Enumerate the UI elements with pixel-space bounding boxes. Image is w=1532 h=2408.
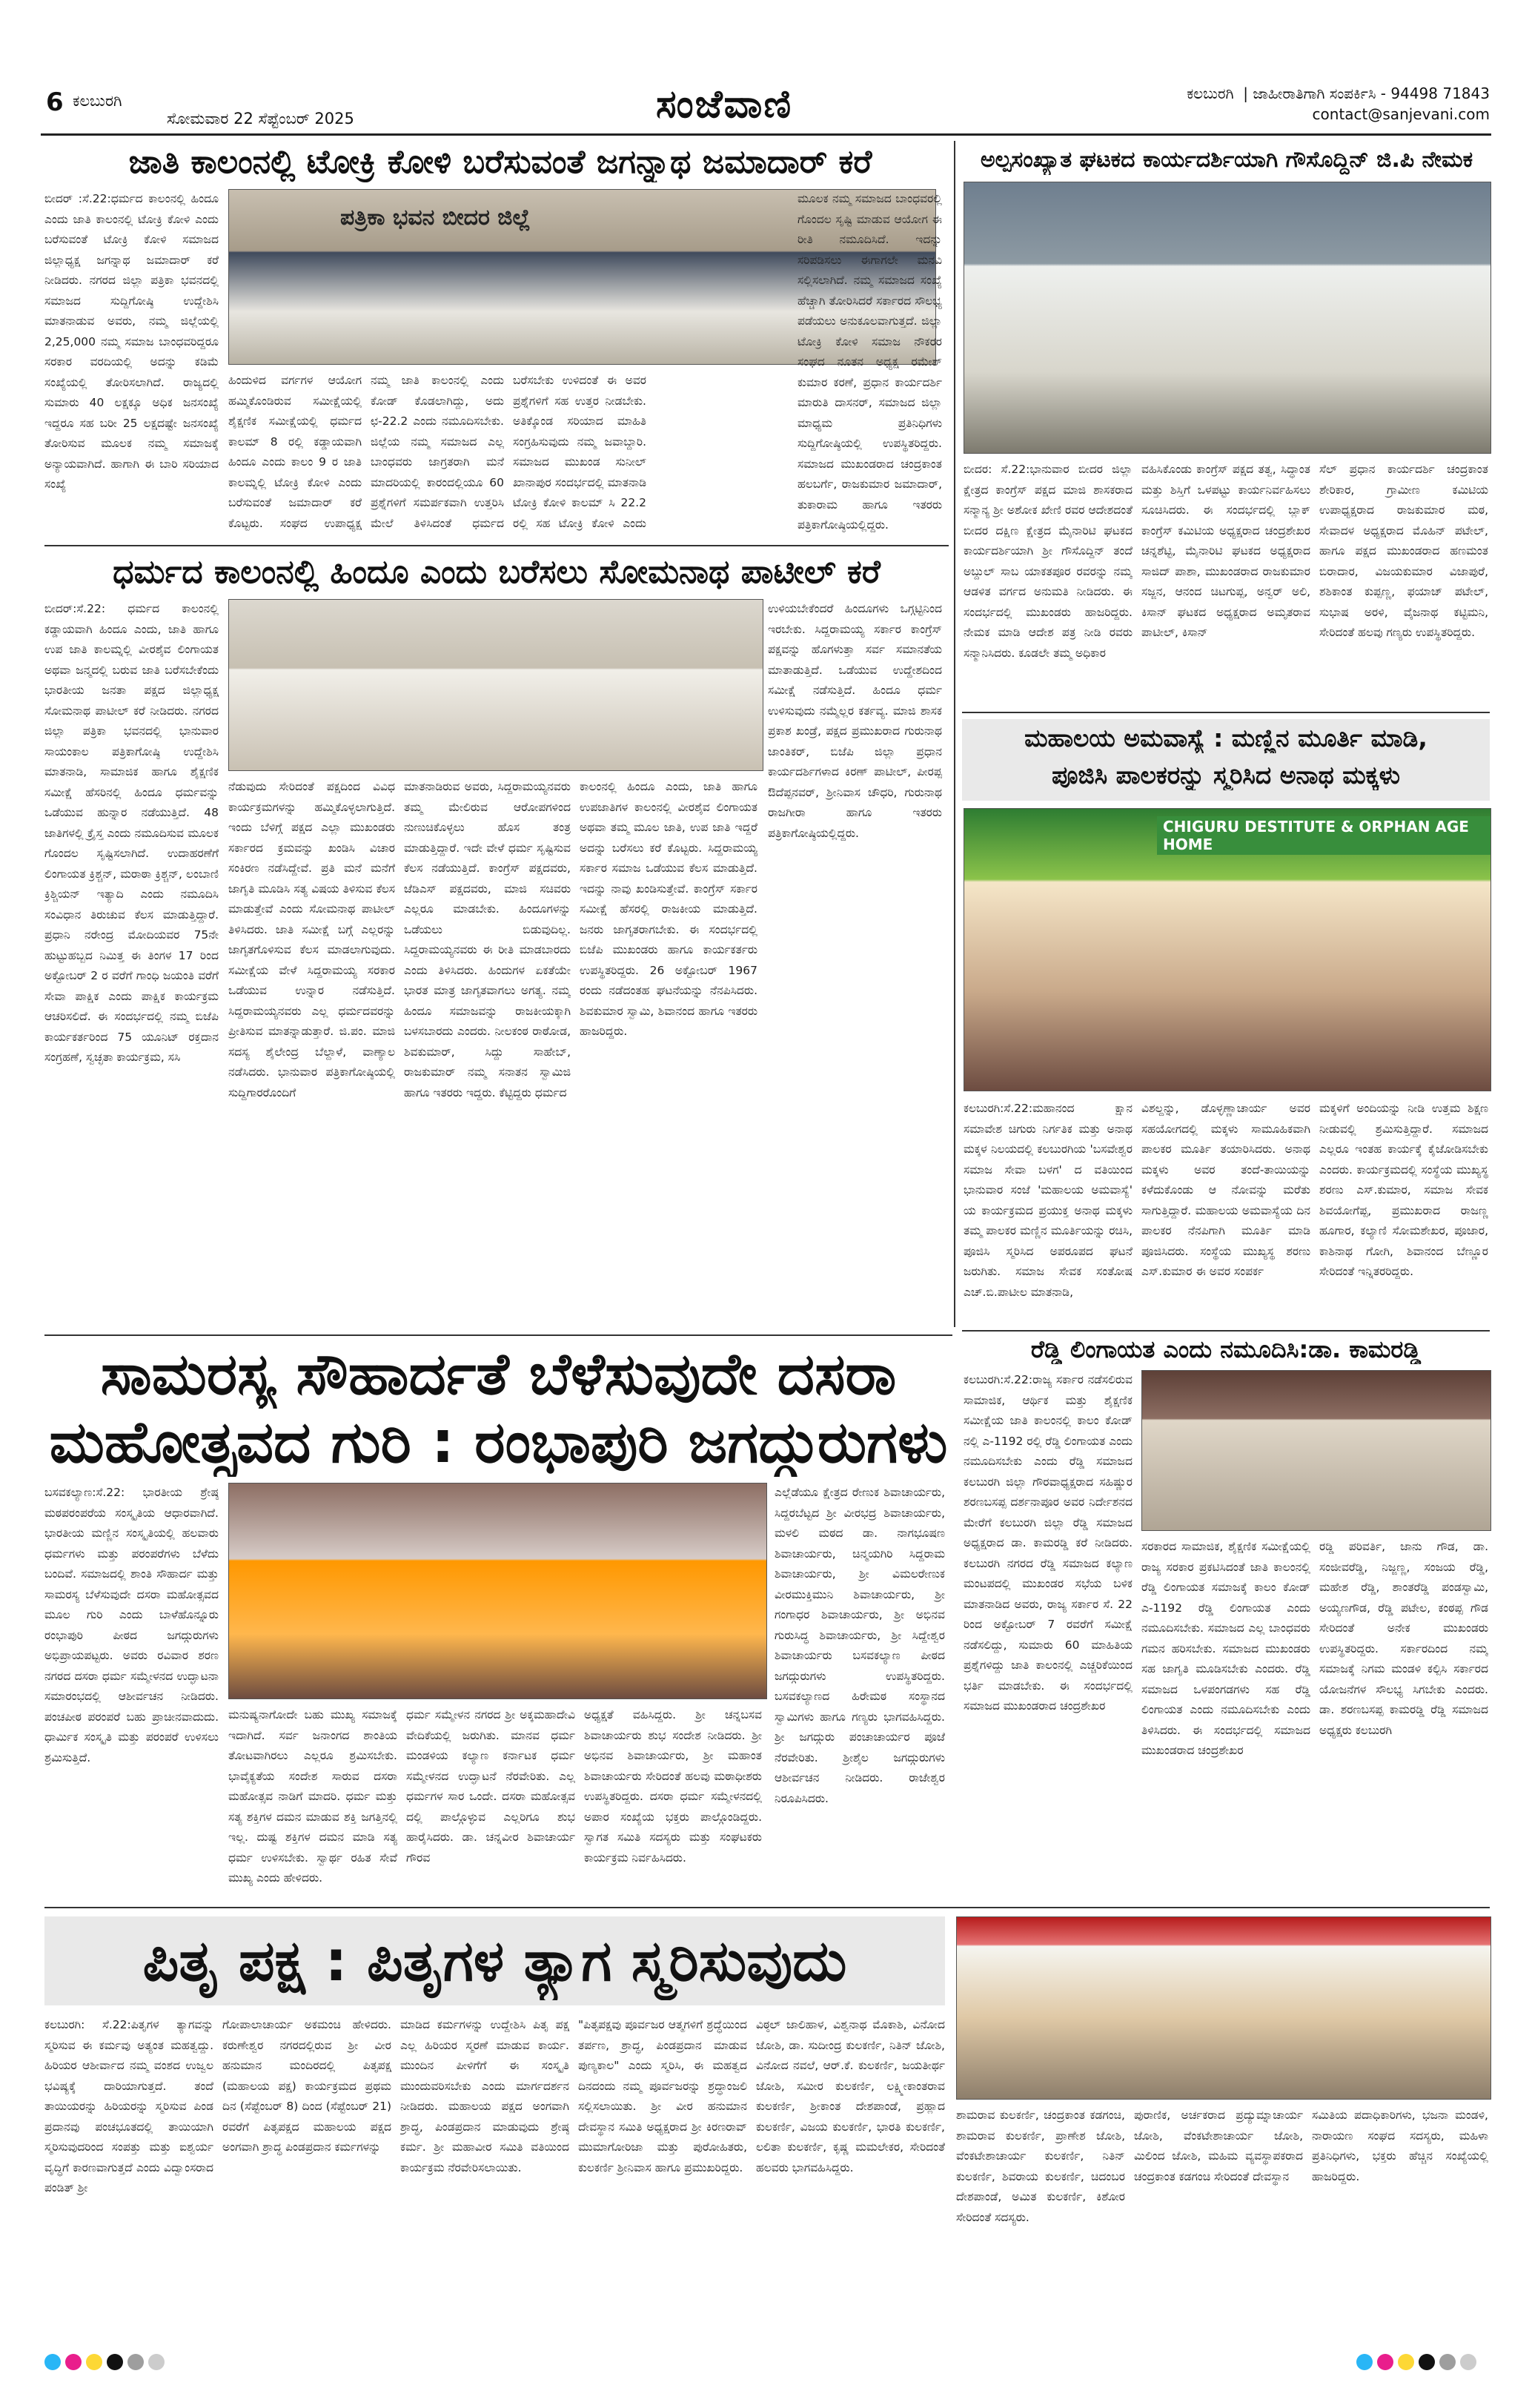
mahalaya-col-2: ವಿಶಲ್ದನ್ನು, ಡೊಳ್ಳಣ್ಣಾಚಾರ್ಯ ಅವರ ಸಹಯೋಗದಲ್ಲಿ ಮಕ್ಕಳು ಸಾಮೂಹಿಕವಾಗಿ ಪಾಲಕರ ಮೂರ್ತಿ ತಯಾರಿಸಿದರು. ಅನಾಥ ಮಕ್ಕಳು ಅವರ ತಂದೆ-ತಾಯಿಯನ್ನು ಕಳೆದುಕೊಂಡು ಆ ನೋವನ್ನು ಮರೆತು ಸಾಗುತ್ತಿದ್ದಾರೆ. ಮಹಾಲಯ ಅಮವಾಸ್ಯೆಯ ದಿನ ಪಾಲಕರ ನೆನಪಿಗಾಗಿ ಮೂರ್ತಿ ಮಾಡಿ ಪೂಜಿಸಿದರು. ಸಂಸ್ಥೆಯ ಮುಖ್ಯಸ್ಥ ಶರಣು ಎಸ್.ಕುಮಾರ ಈ ಅವರ ಸಂಪರ್ಕ [1141, 1102, 1310, 1278]
samarasya-col-1: ಬಸವಕಲ್ಯಾಣ:ಸೆ.22: ಭಾರತೀಯ ಶ್ರೇಷ್ಠ ಮಠಪರಂಪರೆಯ ಸಂಸ್ಕೃತಿಯ ಆಧಾರವಾಗಿದೆ. ಭಾರತೀಯ ಮಣ್ಣಿನ ಸಂಸ್ಕೃತಿಯಲ್ಲಿ ಹಲವಾರು ಧರ್ಮಗಳು ಮತ್ತು ಪರಂಪರೆಗಳು ಬೆಳೆದು ಬಂದಿವೆ. ಸಮಾಜದಲ್ಲಿ ಶಾಂತಿ ಸೌಹಾರ್ದ ಮತ್ತು ಸಾಮರಸ್ಯ ಬೆಳೆಸುವುದೇ ದಸರಾ ಮಹೋತ್ಸವದ ಮೂಲ ಗುರಿ ಎಂದು ಬಾಳೆಹೊನ್ನೂರು ರಂಭಾಪುರಿ ಪೀಠದ ಜಗದ್ಗುರುಗಳು ಅಭಿಪ್ರಾಯಪಟ್ಟರು. ಅವರು ರವಿವಾರ ಶರಣ ನಗರದ ದಸರಾ ಧರ್ಮ ಸಮ್ಮೇಳನದ ಉದ್ಘಾಟನಾ ಸಮಾರಂಭದಲ್ಲಿ ಆಶೀರ್ವಚನ ನೀಡಿದರು. ಪಂಚಪೀಠ ಪರಂಪರೆ ಬಹು ಪ್ರಾಚೀನವಾದುದು. ಧಾರ್ಮಿಕ ಸಂಸ್ಕೃತಿ ಮತ್ತು ಪರಂಪರೆ ಉಳಿಸಲು ಶ್ರಮಿಸುತ್ತಿದೆ. [44, 1486, 219, 1764]
registration-marks-left [44, 2354, 165, 2370]
reddy-col-1: ಕಲಬುರಗಿ:ಸೆ.22:ರಾಜ್ಯ ಸರ್ಕಾರ ನಡೆಸಲಿರುವ ಸಾಮಾಜಿಕ, ಆರ್ಥಿಕ ಮತ್ತು ಶೈಕ್ಷಣಿಕ ಸಮೀಕ್ಷೆಯ ಜಾತಿ ಕಾಲಂನಲ್ಲಿ ಕಾಲಂ ಕೋಡ್ ನಲ್ಲಿ ಎ-1192 ರಲ್ಲಿ ರೆಡ್ಡಿ ಲಿಂಗಾಯತ ಎಂದು ನಮೂದಿಸಬೇಕು ಎಂದು ರೆಡ್ಡಿ ಸಮಾಜದ ಕಲಬುರಗಿ ಜಿಲ್ಲಾ ಗೌರವಾಧ್ಯಕ್ಷರಾದ ಸಹಿಷ್ಣುರ ಶರಣಬಸಪ್ಪ ದರ್ಶನಾಪೂರ ಅವರ ನಿರ್ದೇಶನದ ಮೇರೆಗೆ ಕಲಬುರಗಿ ಜಿಲ್ಲಾ ರೆಡ್ಡಿ ಸಮಾಜದ ಅಧ್ಯಕ್ಷರಾದ ಡಾ. ಕಾಮರಡ್ಡಿ ಕರೆ ನೀಡಿದರು. ಕಲಬುರಗಿ ನಗರದ ರೆಡ್ಡಿ ಸಮಾಜದ ಕಲ್ಯಾಣ ಮಂಟಪದಲ್ಲಿ ಮುಖಂಡರ ಸಭೆಯ ಬಳಿಕ ಮಾತನಾಡಿದ ಅವರು, ರಾಜ್ಯ ಸರ್ಕಾರ ಸೆ. 22 ರಿಂದ ಅಕ್ಟೋಬರ್ 7 ರವರೆಗೆ ಸಮೀಕ್ಷೆ ನಡೆಸಲಿದ್ದು, ಸುಮಾರು 60 ಮಾಹಿತಿಯ ಪ್ರಶ್ನೆಗಳಿದ್ದು ಜಾತಿ ಕಾಲಂನಲ್ಲಿ ಎಚ್ಚರಿಕೆಯಿಂದ ಭರ್ತಿ ಮಾಡಬೇಕು. ಈ ಸಂದರ್ಭದಲ್ಲಿ ಸಮಾಜದ ಮುಖಂಡರಾದ ಚಂದ್ರಶೇಖರ [964, 1373, 1133, 1713]
logo-text: ಸಂಜೆವಾಣಿ [656, 82, 793, 127]
reg-dot [1377, 2354, 1393, 2370]
reg-dot [127, 2354, 144, 2370]
newspaper-logo [656, 82, 792, 128]
jati-col-2: ಹಿಂದುಳಿದ ವರ್ಗಗಳ ಆಯೋಗ ಹಮ್ಮಿಕೊಂಡಿರುವ ಸಮೀಕ್ಷೆಯಲ್ಲಿ ಶೈಕ್ಷಣಿಕ ಸಮೀಕ್ಷೆಯಲ್ಲಿ ಧರ್ಮದ ಕಾಲಮ್ 8 ರಲ್ಲಿ ಕಡ್ಡಾಯವಾಗಿ ಹಿಂದೂ ಎಂದು ಕಾಲಂ 9 ರ ಜಾತಿ ಕಾಲಮ್ನಲ್ಲಿ ಟೋಕ್ರಿ ಕೋಳಿ ಎಂದು ಬರೆಸುವಂತೆ ಜಮಾದಾರ್ ಕರೆ ಕೊಟ್ಟರು. ಸಂಘದ ಉಪಾಧ್ಯಕ್ಷ [228, 374, 362, 530]
jati-photo-banner: ಪತ್ರಿಕಾ ಭವನ ಬೀದರ ಜಿಲ್ಲೆ [340, 205, 531, 231]
pitru-col-6: ಶಾಮರಾವ ಕುಲಕರ್ಣಿ, ಚಂದ್ರಕಾಂತ ಕಡಗಂಚಿ, ಶಾಮರಾವ ಕುಲಕರ್ಣಿ, ಪ್ರಾಣೇಶ ಜೋಶಿ, ವೆಂಕಟೇಶಾಚಾರ್ಯ ಕುಲಕರ್ಣಿ, ನಿತಿನ್ ಕುಲಕರ್ಣಿ, ಶಿವರಾಯ ಕುಲಕರ್ಣಿ, ಚಿದಂಬರ ದೇಶಪಾಂಡೆ, ಅಮಿತ ಕುಲಕರ್ಣಿ, ಕಿಶೋರ ಸೇರಿದಂತೆ ಸದಸ್ಯರು. [956, 2108, 1125, 2224]
reg-dot [107, 2354, 123, 2370]
page-number: 6 [46, 87, 64, 117]
samarasya-col-2: ಮನುಷ್ಯನಾಗೋದೇ ಬಹು ಮುಖ್ಯ ಸಮಾಜಕ್ಕೆ ಇದಾಗಿದೆ. ಸರ್ವ ಜನಾಂಗದ ಶಾಂತಿಯ ತೋಟವಾಗಿರಲು ಎಲ್ಲರೂ ಶ್ರಮಿಸಬೇಕು. ಭಾವೈಕ್ಯತೆಯ ಸಂದೇಶ ಸಾರುವ ದಸರಾ ಮಹೋತ್ಸವ ನಾಡಿಗೆ ಮಾದರಿ. ಧರ್ಮ ಮತ್ತು ಸತ್ಯ ಶಕ್ತಿಗಳ ದಮನ ಮಾಡುವ ಶಕ್ತಿ ಜಗತ್ತಿನಲ್ಲಿ ಇಲ್ಲ. ದುಷ್ಟ ಶಕ್ತಿಗಳ ದಮನ ಮಾಡಿ ಸತ್ಯ ಧರ್ಮ ಉಳಿಸಬೇಕು. ಸ್ವಾರ್ಥ ರಹಿತ ಸೇವೆ ಮುಖ್ಯ ಎಂದು ಹೇಳಿದರು. [228, 1708, 397, 1885]
samarasya-headline-1: ಸಾಮರಸ್ಯ ಸೌಹಾರ್ದತೆ ಬೆಳೆಸುವುದೇ ದಸರಾ [100, 1341, 897, 1408]
alpa-col-3: ಸೆಲ್ ಪ್ರಧಾನ ಕಾರ್ಯದರ್ಶಿ ಚಂದ್ರಕಾಂತ ಶೇರಿಕಾರ, ಗ್ರಾಮೀಣ ಕಮಿಟಿಯ ಉಪಾಧ್ಯಕ್ಷರಾದ ರಾಜಕುಮಾರ ಮಠ, ಸೇವಾದಳ ಅಧ್ಯಕ್ಷರಾದ ಮೊಹಿನ್ ಪಟೇಲ್, ಹಾಗೂ ಪಕ್ಷದ ಮುಖಂಡರಾದ ಹಣಮಂತ ಬಿರಾದಾರ, ವಿಜಯಕುಮಾರ ವಿಜಾಪುರೆ, ಶಶಿಕಾಂತ ಕುಪ್ಪಣ್ಣ, ಫಯಾಜ್ ಪಟೇಲ್, ಸುಭಾಷ ಅರಳಿ, ವೈಜನಾಥ ಕಟ್ಟಿಮನಿ, ಸೇರಿದಂತೆ ಹಲವು ಗಣ್ಯರು ಉಪಸ್ಥಿತರಿದ್ದರು. [1319, 463, 1488, 639]
jati-col-5: ಮೂಲಕ ನಮ್ಮ ಸಮಾಜದ ಬಾಂಧವರಲ್ಲಿ ಗೊಂದಲ ಸೃಷ್ಟಿ ಮಾಡುವ ಆಯೋಗ ಈ ರೀತಿ ನಮೂದಿಸಿದೆ. ಇದನ್ನು ಸರಿಪಡಿಸಲು ಈಗಾಗಲೇ ಮನವಿ ಸಲ್ಲಿಸಲಾಗಿದೆ. ನಮ್ಮ ಸಮಾಜದ ಸಂಖ್ಯೆ ಹೆಚ್ಚಾಗಿ ತೋರಿಸಿದರೆ ಸರ್ಕಾರದ ಸೌಲಭ್ಯ ಪಡೆಯಲು ಅನುಕೂಲವಾಗುತ್ತದೆ. ಜಿಲ್ಲಾ ಟೋಕ್ರಿ ಕೋಳಿ ಸಮಾಜ ನೌಕರರ ಸಂಘದ ನೂತನ ಅಧ್ಯಕ್ಷ ರಮೇಶ್ ಕುಮಾರ ಕರಣೆ, ಪ್ರಧಾನ ಕಾರ್ಯದರ್ಶಿ ಮಾರುತಿ ದಾಸನರ್, ಸಮಾಜದ ಜಿಲ್ಲಾ ಮಾಧ್ಯಮ ಪ್ರತಿನಿಧಿಗಳು ಸುದ್ದಿಗೋಷ್ಠಿಯಲ್ಲಿ ಉಪಸ್ಥಿತರಿದ್ದರು. ಸಮಾಜದ ಮುಖಂಡರಾದ ಚಂದ್ರಕಾಂತ ಹಲಬರ್ಗೆ, ರಾಜಕುಮಾರ ಜಮಾದಾರ್, ತುಕಾರಾಮ ಹಾಗೂ ಇತರರು ಪತ್ರಿಕಾಗೋಷ್ಠಿಯಲ್ಲಿದ್ದರು. [797, 192, 942, 532]
reg-dot [1398, 2354, 1414, 2370]
reddy-meeting-photo [1141, 1370, 1491, 1531]
rule-mahalaya-bottom [962, 1330, 1490, 1332]
mahalaya-children-photo [964, 808, 1491, 1091]
rule-jati-bottom [44, 545, 949, 546]
rule-pitru-top [44, 1907, 1490, 1908]
jati-col-4: ಬರೆಸಬೇಕು ಉಳಿದಂತೆ ಈ ಅವರ ಪ್ರಶ್ನೆಗಳಿಗೆ ಸಹ ಉತ್ತರ ನೀಡಬೇಕು. ಅತಿಕ್ಕೊಂಡ ಸರಿಯಾದ ಮಾಹಿತಿ ಸಂಗ್ರಹಿಸುವುದು ನಮ್ಮ ಜವಾಬ್ದಾರಿ. ಸಮಾಜದ ಮುಖಂಡ ಸುನೀಲ್ ಖಾನಾಪುರ ಸಂದರ್ಭದಲ್ಲಿ ಮಾತನಾಡಿ ಟೋಕ್ರಿ ಕೋಳಿ ಕಾಲಮ್ ಸಿ 22.2 ರಲ್ಲಿ ಸಹ ಟೋಕ್ರಿ ಕೋಳಿ ಎಂದು [513, 374, 646, 530]
pitru-col-2: ಗೋಪಾಲಾಚಾರ್ಯ ಅಕಮಂಚಿ ಹೇಳಿದರು. ಕರುಣೇಶ್ವರ ನಗರದಲ್ಲಿರುವ ಶ್ರೀ ವೀರ ಹನುಮಾನ ಮಂದಿರದಲ್ಲಿ ಪಿತೃಪಕ್ಷ (ಮಹಾಲಯ ಪಕ್ಷ) ಕಾರ್ಯಕ್ರಮದ ಪ್ರಥಮ ದಿನ (ಸೆಪ್ಟೆಂಬರ್ 8) ದಿಂದ (ಸೆಪ್ಟೆಂಬರ್ 21) ರವರೆಗೆ ಪಿತೃಪಕ್ಷದ ಮಹಾಲಯ ಪಕ್ಷದ ಅಂಗವಾಗಿ ಶ್ರಾದ್ಧ ಪಿಂಡಪ್ರದಾನ ಕರ್ಮಗಳನ್ನು [222, 2018, 391, 2154]
header-city: ಕಲಬುರಗಿ [73, 92, 122, 110]
header-contact [1067, 83, 1490, 125]
jati-col-3: ನಮ್ಮ ಜಾತಿ ಕಾಲಂನಲ್ಲಿ ಎಂದು ಕೋಡ್ ಕೊಡಲಾಗಿದ್ದು, ಅದು ಛ-22.2 ಎಂದು ನಮೂದಿಸಬೇಕು. ಜಿಲ್ಲೆಯ ನಮ್ಮ ಸಮಾಜದ ಎಲ್ಲ ಬಾಂಧವರು ಜಾಗ್ರತರಾಗಿ ಮನೆ ಮಾದರಿಯಲ್ಲಿ ಕಾರಂದಲ್ಲಿಯೂ 60 ಪ್ರಶ್ನೆಗಳಿಗೆ ಸಮರ್ಪಕವಾಗಿ ಉತ್ತರಿಸಿ ಮೇಲೆ ತಿಳಿಸಿದಂತೆ ಧರ್ಮದ [371, 374, 504, 530]
mahalaya-headline-1: ಮಹಾಲಯ ಅಮವಾಸ್ಯೆ : ಮಣ್ಣಿನ ಮೂರ್ತಿ ಮಾಡಿ, [1024, 724, 1427, 752]
pitru-headline: ಪಿತೃ ಪಕ್ಷ : ಪಿತೃಗಳ ತ್ಯಾಗ ಸ್ಮರಿಸುವುದು [142, 1928, 847, 1994]
reg-dot [1419, 2354, 1435, 2370]
reddy-col-2: ಸರಕಾರದ ಸಾಮಾಜಿಕ, ಶೈಕ್ಷಣಿಕ ಸಮೀಕ್ಷೆಯಲ್ಲಿ ರಾಜ್ಯ ಸರಕಾರ ಪ್ರಕಟಿಸಿದಂತೆ ಜಾತಿ ಕಾಲಂನಲ್ಲಿ ರೆಡ್ಡಿ ಲಿಂಗಾಯತ ಸಮಾಜಕ್ಕೆ ಕಾಲಂ ಕೋಡ್ ಎ-1192 ರೆಡ್ಡಿ ಲಿಂಗಾಯತ ಎಂದು ನಮೂದಿಸಬೇಕು. ಸಮಾಜದ ಎಲ್ಲ ಬಾಂಧವರು ಗಮನ ಹರಿಸಬೇಕು. ಸಮಾಜದ ಮುಖಂಡರು ಸಹ ಜಾಗೃತಿ ಮೂಡಿಸಬೇಕು ಎಂದರು. ರೆಡ್ಡಿ ಸಮಾಜದ ಒಳಪಂಗಡಗಳು ಸಹ ರೆಡ್ಡಿ ಲಿಂಗಾಯತ ಎಂದು ನಮೂದಿಸಬೇಕು ಎಂದು ತಿಳಿಸಿದರು. ಈ ಸಂದರ್ಭದಲ್ಲಿ ಸಮಾಜದ ಮುಖಂಡರಾದ ಚಂದ್ರಶೇಖರ [1141, 1540, 1310, 1757]
samarasya-headline-2: ಮಹೋತ್ಸವದ ಗುರಿ : ರಂಭಾಪುರಿ ಜಗದ್ಗುರುಗಳು [49, 1409, 948, 1476]
reg-dot [65, 2354, 82, 2370]
header-date: ಸೋಮವಾರ 22 ಸೆಪ್ಟೆಂಬರ್ 2025 [167, 110, 354, 128]
dharma-headline: ಧರ್ಮದ ಕಾಲಂನಲ್ಲಿ ಹಿಂದೂ ಎಂದು ಬರೆಸಲು ಸೋಮನಾಥ ಪಾಟೀಲ್ ಕರೆ [113, 553, 881, 591]
alpa-group-photo [964, 182, 1491, 454]
samarasya-col-5: ಎಲ್ಲೆಡೆಯೂ ಕ್ಷೇತ್ರದ ರೇಣುಕ ಶಿವಾಚಾರ್ಯರು, ಸಿದ್ದರಬೆಟ್ಟದ ಶ್ರೀ ವೀರಭದ್ರ ಶಿವಾಚಾರ್ಯರು, ಮಳಲಿ ಮಠದ ಡಾ. ನಾಗಭೂಷಣ ಶಿವಾಚಾರ್ಯರು, ಚಿನ್ಮಯಗಿರಿ ಸಿದ್ದರಾಮ ಶಿವಾಚಾರ್ಯರು, ಶ್ರೀ ವಿಮಲರೇಣುಕ ವೀರಮುಕ್ತಿಮುನಿ ಶಿವಾಚಾರ್ಯರು, ಶ್ರೀ ಗಂಗಾಧರ ಶಿವಾಚಾರ್ಯರು, ಶ್ರೀ ಅಭಿನವ ಗುರುಸಿದ್ಧ ಶಿವಾಚಾರ್ಯರು, ಶ್ರೀ ಸಿದ್ದೇಶ್ವರ ಶಿವಾಚಾರ್ಯರು ಬಸವಕಲ್ಯಾಣ ಪೀಠದ ಜಗದ್ಗುರುಗಳು ಉಪಸ್ಥಿತರಿದ್ದರು. ಬಸವಕಲ್ಯಾಣದ ಹಿರೇಮಠ ಸಂಸ್ಥಾನದ ಸ್ವಾಮಿಗಳು ಹಾಗೂ ಗಣ್ಯರು ಭಾಗವಹಿಸಿದ್ದರು. ಶ್ರೀ ಜಗದ್ಗುರು ಪಂಚಾಚಾರ್ಯರ ಪೂಜೆ ನೆರವೇರಿತು. ಶ್ರೀಶೈಲ ಜಗದ್ಗುರುಗಳು ಆಶೀರ್ವಚನ ನೀಡಿದರು. ರಾಜೇಶ್ವರ ನಿರೂಪಿಸಿದರು. [775, 1486, 945, 1805]
reg-dot [1356, 2354, 1373, 2370]
reg-dot [1460, 2354, 1476, 2370]
jati-headline: ಜಾತಿ ಕಾಲಂನಲ್ಲಿ ಟೋಕ್ರಿ ಕೋಳಿ ಬರೆಸುವಂತೆ ಜಗನ್ನಾಥ ಜಮಾದಾರ್ ಕರೆ [128, 143, 872, 181]
pitru-ritual-photo [956, 1916, 1491, 2100]
alpa-headline: ಅಲ್ಪಸಂಖ್ಯಾತ ಘಟಕದ ಕಾರ್ಯದರ್ಶಿಯಾಗಿ ಗೌಸೊದ್ದಿನ್ ಜಿ.ಪಿ ನೇಮಕ [980, 147, 1473, 173]
dharma-col-2: ನೆಡುವುದು ಸೇರಿದಂತೆ ಪಕ್ಷದಿಂದ ವಿವಿಧ ಕಾರ್ಯಕ್ರಮಗಳನ್ನು ಹಮ್ಮಿಕೊಳ್ಳಲಾಗುತ್ತಿದೆ. ಇಂದು ಬೆಳಿಗ್ಗೆ ಪಕ್ಷದ ಎಲ್ಲಾ ಮುಖಂಡರು ಸರ್ಕಾರದ ಕ್ರಮವನ್ನು ಖಂಡಿಸಿ ವಿಚಾರ ಸಂಕಿರಣ ನಡೆಸಿದ್ದೇವೆ. ಪ್ರತಿ ಮನೆ ಮನೆಗೆ ಜಾಗೃತಿ ಮೂಡಿಸಿ ಸತ್ಯ ವಿಷಯ ತಿಳಿಸುವ ಕೆಲಸ ಮಾಡುತ್ತೇವೆ ಎಂದು ಸೋಮನಾಥ ಪಾಟೀಲ್ ತಿಳಿಸಿದರು. ಜಾತಿ ಸಮೀಕ್ಷೆ ಬಗ್ಗೆ ಎಲ್ಲರನ್ನು ಜಾಗೃತಗೊಳಿಸುವ ಕೆಲಸ ಮಾಡಲಾಗುವುದು. ಸಮೀಕ್ಷೆಯ ವೇಳೆ ಸಿದ್ದರಾಮಯ್ಯ ಸರಕಾರ ಒಡೆಯುವ ಉನ್ನಾರ ನಡೆಸುತ್ತಿದೆ. ಸಿದ್ದರಾಮಯ್ಯನವರು ಎಲ್ಲ ಧರ್ಮದವರನ್ನು ಪ್ರೀತಿಸುವ ಮಾತನ್ನಾಡುತ್ತಾರೆ. ಜಿ.ಪಂ. ಮಾಜಿ ಸದಸ್ಯ ಶೈಲೇಂದ್ರ ಬೆಲ್ದಾಳೆ, ವಾಣ್ಯಾಲ ನಡೆಸಿದರು. ಭಾನುವಾರ ಪತ್ರಿಕಾಗೋಷ್ಠಿಯಲ್ಲಿ ಸುದ್ದಿಗಾರರೊಂದಿಗೆ [228, 780, 395, 1099]
alpa-col-2: ವಹಿಸಿಕೊಂಡು ಕಾಂಗ್ರೆಸ್ ಪಕ್ಷದ ತತ್ವ, ಸಿದ್ಧಾಂತ ಮತ್ತು ಶಿಸ್ತಿಗೆ ಒಳಪಟ್ಟು ಕಾರ್ಯನಿರ್ವಹಿಸಲು ಸೂಚಿಸಿದರು. ಈ ಸಂದರ್ಭದಲ್ಲಿ ಬ್ಲಾಕ್ ಕಾಂಗ್ರೆಸ್ ಕಮಿಟಿಯ ಅಧ್ಯಕ್ಷರಾದ ಚಂದ್ರಶೇಖರ ಚನ್ನಶೆಟ್ಟಿ, ಮೈನಾರಿಟಿ ಘಟಕದ ಅಧ್ಯಕ್ಷರಾದ ಸಾಜಿದ್ ಪಾಶಾ, ಮುಖಂಡರಾದ ರಾಜಕುಮಾರ ಸಜ್ಜನ, ಆನಂದ ಚಿಟಗುಪ್ಪ, ಅನ್ವರ್ ಅಲಿ, ಕಿಸಾನ್ ಘಟಕದ ಅಧ್ಯಕ್ಷರಾದ ಅಮೃತರಾವ ಪಾಟೀಲ್, ಕಿಸಾನ್ [1141, 463, 1310, 639]
dharma-press-photo [228, 599, 763, 771]
alpa-col-1: ಬೀದರ: ಸೆ.22:ಭಾನುವಾರ ಬೀದರ ಜಿಲ್ಲಾ ಕ್ಷೇತ್ರದ ಕಾಂಗ್ರೆಸ್ ಪಕ್ಷದ ಮಾಜಿ ಶಾಸಕರಾದ ಸನ್ಮಾನ್ಯ ಶ್ರೀ ಅಶೋಕ ಖೇಣಿ ರವರ ಆದೇಶದಂತೆ ಬೀದರ ದಕ್ಷಿಣ ಕ್ಷೇತ್ರದ ಮೈನಾರಿಟಿ ಘಟಕದ ಕಾರ್ಯದರ್ಶಿಯಾಗಿ ಶ್ರೀ ಗೌಸೊದ್ದಿನ್ ತಂದೆ ಅಬ್ದುಲ್ ಸಾಬ ಯಾಕತಪೂರ ರವರನ್ನು ನಮ್ಮ ಆಡಳಿತ ವರ್ಗದ ಅನುಮತಿ ನೀಡಿದರು. ಈ ಸಂದರ್ಭದಲ್ಲಿ ಮುಖಂಡರು ಹಾಜರಿದ್ದರು. ನೇಮಕ ಮಾಡಿ ಆದೇಶ ಪತ್ರ ನೀಡಿ ರವರು ಸನ್ಮಾನಿಸಿದರು. ಕೂಡಲೇ ತಮ್ಮ ಅಧಿಕಾರ [964, 463, 1133, 660]
rule-vertical-main [954, 141, 955, 1327]
reg-dot [86, 2354, 102, 2370]
pitru-col-4: "ಪಿತೃಪಕ್ಷವು ಪೂರ್ವಜರ ಆತ್ಮಗಳಿಗೆ ಶ್ರದ್ಧೆಯಿಂದ ತರ್ಪಣ, ಶ್ರಾದ್ಧ, ಪಿಂಡಪ್ರದಾನ ಮಾಡುವ ಪುಣ್ಯಕಾಲ" ಎಂದು ಸ್ಮರಿಸಿ, ಈ ಮಹತ್ವದ ದಿನದಂದು ನಮ್ಮ ಪೂರ್ವಜರನ್ನು ಶ್ರದ್ಧಾಂಜಲಿ ಸಲ್ಲಿಸಲಾಯಿತು. ಶ್ರೀ ವೀರ ಹನುಮಾನ ದೇವಸ್ಥಾನ ಸಮಿತಿ ಅಧ್ಯಕ್ಷರಾದ ಶ್ರೀ ಕಿರಣರಾವ್ ಮುಮಾಗೋರಿಜಾ ಮತ್ತು ಪುರೋಹಿತರು, ಕುಲಕರ್ಣಿ ಶ್ರೀನಿವಾಸ ಹಾಗೂ ಪ್ರಮುಖರಿದ್ದರು. [578, 2018, 747, 2174]
rule-samarasya-top [44, 1334, 952, 1336]
reg-dot [44, 2354, 61, 2370]
header-right-city: ಕಲಬುರಗಿ [1187, 85, 1234, 102]
registration-marks-right [1356, 2354, 1476, 2370]
dharma-col-3: ಮಾತನಾಡಿರುವ ಅವರು, ಸಿದ್ದರಾಮಯ್ಯನವರು ತಮ್ಮ ಮೇಲಿರುವ ಆರೋಪಗಳಿಂದ ನುಣುಚಿಕೊಳ್ಳಲು ಹೊಸ ತಂತ್ರ ಮಾಡುತ್ತಿದ್ದಾರೆ. ಇದೇ ವೇಳೆ ಧರ್ಮ ಸೃಷ್ಟಿಸುವ ಕೆಲಸ ನಡೆಯುತ್ತಿದೆ. ಕಾಂಗ್ರೆಸ್ ಪಕ್ಷದವರು, ಜೆಡಿಎಸ್ ಪಕ್ಷದವರು, ಮಾಜಿ ಸಚಿವರು ಎಲ್ಲರೂ ಮಾಡಬೇಕು. ಹಿಂದೂಗಳನ್ನು ಒಡೆಯಲು ಬಿಡುವುದಿಲ್ಲ. ಸಿದ್ದರಾಮಯ್ಯನವರು ಈ ರೀತಿ ಮಾಡಬಾರದು ಎಂದು ತಿಳಿಸಿದರು. ಹಿಂದುಗಳ ಏಕತೆಯೇ ಭಾರತ ಮಾತ್ರ ಜಾಗೃತವಾಗಲು ಅಗತ್ಯ. ನಮ್ಮ ಹಿಂದೂ ಸಮಾಜವನ್ನು ರಾಜಕೀಯಕ್ಕಾಗಿ ಬಳಸಬಾರದು ಎಂದರು. ನೀಲಕಂಠ ರಾಠೋಡ, ಶಿವಕುಮಾರ್, ಸಿದ್ದು ಸಾಹೇಬ್, ರಾಜಕುಮಾರ್ ನಮ್ಮ ಸನಾತನ ಸ್ವಾಮಿಜಿ ಹಾಗೂ ಇತರರು ಇದ್ದರು. ಕೆಟ್ಟಿದ್ದರು ಧರ್ಮದ [404, 780, 571, 1099]
samarasya-col-3: ಧರ್ಮ ಸಮ್ಮೇಳನ ನಗರದ ಶ್ರೀ ಅಕ್ಕಮಹಾದೇವಿ ವೇದಿಕೆಯಲ್ಲಿ ಜರುಗಿತು. ಮಾನವ ಧರ್ಮ ಮಂಡಳಿಯ ಕಲ್ಯಾಣ ಕರ್ನಾಟಕ ಧರ್ಮ ಸಮ್ಮೇಳನದ ಉದ್ಘಾಟನೆ ನೆರವೇರಿತು. ಎಲ್ಲ ಧರ್ಮಗಳ ಸಾರ ಒಂದೇ. ದಸರಾ ಮಹೋತ್ಸವ ದಲ್ಲಿ ಪಾಲ್ಗೊಳ್ಳುವ ಎಲ್ಲರಿಗೂ ಶುಭ ಹಾರೈಸಿದರು. ಡಾ. ಚನ್ನವೀರ ಶಿವಾಚಾರ್ಯ ಗೌರವ [406, 1708, 575, 1865]
mahalaya-headline-2: ಪೂಜಿಸಿ ಪಾಲಕರನ್ನು ಸ್ಮರಿಸಿದ ಅನಾಥ ಮಕ್ಕಳು [1051, 761, 1401, 790]
reg-dot [1439, 2354, 1456, 2370]
mahalaya-col-3: ಮಕ್ಕಳಿಗೆ ಅಂದಿಯನ್ನು ನೀಡಿ ಉತ್ತಮ ಶಿಕ್ಷಣ ನೀಡುವಲ್ಲಿ ಶ್ರಮಿಸುತ್ತಿದ್ದಾರೆ. ಸಮಾಜದ ಎಲ್ಲರೂ ಇಂತಹ ಕಾರ್ಯಕ್ಕೆ ಕೈಜೋಡಿಸಬೇಕು ಎಂದರು. ಕಾರ್ಯಕ್ರಮದಲ್ಲಿ ಸಂಸ್ಥೆಯ ಮುಖ್ಯಸ್ಥ ಶರಣು ಎಸ್.ಕುಮಾರ, ಸಮಾಜ ಸೇವಕ ಶಿವಯೋಗೆಪ್ಪ, ಪ್ರಮುಖರಾದ ರಾಜಣ್ಣ ಹೂಗಾರ, ಕಲ್ಯಾಣಿ ಸೋಮಶೇಖರ, ಪೂಜಾರ, ಕಾಶಿನಾಥ ಗೋಗಿ, ಶಿವಾನಂದ ಬೆಣ್ಣೂರ ಸೇರಿದಂತೆ ಇನ್ನಿತರರಿದ್ದರು. [1319, 1102, 1488, 1278]
reddy-col-3: ರಡ್ಡಿ ಪರಿವರ್ತಿ, ಜಾನು ಗೌಡ, ಡಾ. ಸಂಜೀವರೆಡ್ಡಿ, ನಿಜ್ಜಣ್ಣ, ಸಂಜಯ ರೆಡ್ಡಿ, ಮಹೇಶ ರೆಡ್ಡಿ, ಶಾಂತರೆಡ್ಡಿ ಪಂಡಸ್ವಾಮಿ, ಅಯ್ಯಣಗೌಡ, ರೆಡ್ಡಿ ಪಟೇಲ, ಕಂಠಪ್ಪ ಗೌಡ ಸೇರಿದಂತೆ ಅನೇಕ ಮುಖಂಡರು ಉಪಸ್ಥಿತರಿದ್ದರು. ಸರ್ಕಾರದಿಂದ ನಮ್ಮ ಸಮಾಜಕ್ಕೆ ನಿಗಮ ಮಂಡಳಿ ಕಲ್ಪಿಸಿ ಸರ್ಕಾರದ ಯೋಜನೆಗಳ ಸೌಲಭ್ಯ ಸಿಗಬೇಕು ಎಂದರು. ಡಾ. ಶರಣಬಸಪ್ಪ ಕಾಮರಡ್ಡಿ ರೆಡ್ಡಿ ಸಮಾಜದ ಅಧ್ಯಕ್ಷರು ಕಲಬುರಗಿ [1319, 1540, 1488, 1737]
reddy-headline: ರೆಡ್ಡಿ ಲಿಂಗಾಯತ ಎಂದು ನಮೂದಿಸಿ:ಡಾ. ಕಾಮರಡ್ಡಿ [1030, 1335, 1422, 1363]
rule-alpa-bottom [962, 712, 1490, 713]
dharma-col-4: ಕಾಲಂನಲ್ಲಿ ಹಿಂದೂ ಎಂದು, ಜಾತಿ ಹಾಗೂ ಉಪಜಾತಿಗಳ ಕಾಲಂನಲ್ಲಿ ವೀರಶೈವ ಲಿಂಗಾಯತ ಅಥವಾ ತಮ್ಮ ಮೂಲ ಜಾತಿ, ಉಪ ಜಾತಿ ಇದ್ದರೆ ಅದನ್ನು ಬರೆಸಲು ಕರೆ ಕೊಟ್ಟರು. ಸಿದ್ದರಾಮಯ್ಯ ಸರ್ಕಾರ ಸಮಾಜ ಒಡೆಯುವ ಕೆಲಸ ಮಾಡುತ್ತಿದೆ. ಇದನ್ನು ನಾವು ಖಂಡಿಸುತ್ತೇವೆ. ಕಾಂಗ್ರೆಸ್ ಸರ್ಕಾರ ಸಮೀಕ್ಷೆ ಹೆಸರಲ್ಲಿ ರಾಜಕೀಯ ಮಾಡುತ್ತಿದೆ. ಜನರು ಜಾಗೃತರಾಗಬೇಕು. ಈ ಸಂದರ್ಭದಲ್ಲಿ ಬಿಜೆಪಿ ಮುಖಂಡರು ಹಾಗೂ ಕಾರ್ಯಕರ್ತರು ಉಪಸ್ಥಿತರಿದ್ದರು. 26 ಅಕ್ಟೋಬರ್ 1967 ರಂದು ನಡೆದಂತಹ ಘಟನೆಯನ್ನು ನೆನಪಿಸಿದರು. ಶಿವಕುಮಾರ ಸ್ವಾಮಿ, ಶಿವಾನಂದ ಹಾಗೂ ಇತರರು ಹಾಜರಿದ್ದರು. [580, 780, 757, 1038]
samarasya-col-4: ಅಧ್ಯಕ್ಷತೆ ವಹಿಸಿದ್ದರು. ಶ್ರೀ ಚನ್ನಬಸವ ಶಿವಾಚಾರ್ಯರು ಶುಭ ಸಂದೇಶ ನೀಡಿದರು. ಶ್ರೀ ಅಭಿನವ ಶಿವಾಚಾರ್ಯರು, ಶ್ರೀ ಮಹಾಂತ ಶಿವಾಚಾರ್ಯರು ಸೇರಿದಂತೆ ಹಲವು ಮಠಾಧೀಶರು ಉಪಸ್ಥಿತರಿದ್ದರು. ದಸರಾ ಧರ್ಮ ಸಮ್ಮೇಳನದಲ್ಲಿ ಅಪಾರ ಸಂಖ್ಯೆಯ ಭಕ್ತರು ಪಾಲ್ಗೊಂಡಿದ್ದರು. ಸ್ವಾಗತ ಸಮಿತಿ ಸದಸ್ಯರು ಮತ್ತು ಸಂಘಟಕರು ಕಾರ್ಯಕ್ರಮ ನಿರ್ವಹಿಸಿದರು. [584, 1708, 762, 1865]
masthead-rule [41, 133, 1491, 136]
jati-col-1: ಬೀದರ್ :ಸೆ.22:ಧರ್ಮದ ಕಾಲಂನಲ್ಲಿ ಹಿಂದೂ ಎಂದು ಜಾತಿ ಕಾಲಂನಲ್ಲಿ ಟೋಕ್ರಿ ಕೋಳಿ ಎಂದು ಬರೆಸುವಂತೆ ಟೋಕ್ರಿ ಕೋಳಿ ಸಮಾಜದ ಜಿಲ್ಲಾಧ್ಯಕ್ಷ ಜಗನ್ನಾಥ ಜಮಾದಾರ್ ಕರೆ ನೀಡಿದರು. ನಗರದ ಜಿಲ್ಲಾ ಪತ್ರಿಕಾ ಭವನದಲ್ಲಿ ಸಮಾಜದ ಸುದ್ದಿಗೋಷ್ಠಿ ಉದ್ದೇಶಿಸಿ ಮಾತನಾಡುವ ಅವರು, ನಮ್ಮ ಜಿಲ್ಲೆಯಲ್ಲಿ 2,25,000 ನಮ್ಮ ಸಮಾಜ ಬಾಂಧವರಿದ್ದರೂ ಸರಕಾರ ವರದಿಯಲ್ಲಿ ಅದನ್ನು ಕಡಿಮೆ ಸಂಖ್ಯೆಯಲ್ಲಿ ತೋರಿಸಲಾಗಿದೆ. ರಾಜ್ಯದಲ್ಲಿ ಸುಮಾರು 40 ಲಕ್ಷಕ್ಕೂ ಅಧಿಕ ಜನಸಂಖ್ಯೆ ಇದ್ದರೂ ಸಹ ಬರೀ 25 ಲಕ್ಷದಷ್ಟೇ ಜನಸಂಖ್ಯೆ ತೋರಿಸುವ ಮೂಲಕ ನಮ್ಮ ಸಮಾಜಕ್ಕೆ ಅನ್ಯಾಯವಾಗಿದೆ. ಹಾಗಾಗಿ ಈ ಬಾರಿ ಸರಿಯಾದ ಸಂಖ್ಯೆ [44, 192, 219, 491]
pitru-col-7: ಪುರಾಣಿಕ, ಅರ್ಚಕರಾದ ಪ್ರದ್ಯುಮ್ನಾಚಾರ್ಯ ಜೋಶಿ, ವೆಂಕಟೇಶಾಚಾರ್ಯ ಜೋಶಿ, ಮಿಲಿಂದ ಜೋಶಿ, ಮಹಿಮ ವ್ಯವಸ್ಥಾಪಕರಾದ ಚಂದ್ರಕಾಂತ ಕಡಗಂಚಿ ಸೇರಿದಂತೆ ದೇವಸ್ಥಾನ [1134, 2108, 1303, 2183]
samarasya-seers-photo [228, 1483, 767, 1699]
pitru-col-8: ಸಮಿತಿಯ ಪದಾಧಿಕಾರಿಗಳು, ಭಜನಾ ಮಂಡಳಿ, ನಾರಾಯಣ ಸಂಘದ ಸದಸ್ಯರು, ಮಹಿಳಾ ಪ್ರತಿನಿಧಿಗಳು, ಭಕ್ತರು ಹೆಚ್ಚಿನ ಸಂಖ್ಯೆಯಲ್ಲಿ ಹಾಜರಿದ್ದರು. [1312, 2108, 1488, 2183]
dharma-col-5: ಉಳಿಯಬೇಕೆಂದರೆ ಹಿಂದೂಗಳು ಒಗ್ಗಟ್ಟಿನಿಂದ ಇರಬೇಕು. ಸಿದ್ದರಾಮಯ್ಯ ಸರ್ಕಾರ ಕಾಂಗ್ರೆಸ್ ಪಕ್ಷವನ್ನು ಹೊಗಳುತ್ತಾ ಸರ್ವ ಸಮಾನತೆಯ ಮಾತಾಡುತ್ತಿದೆ. ಒಡೆಯುವ ಉದ್ದೇಶದಿಂದ ಸಮೀಕ್ಷೆ ನಡೆಸುತ್ತಿದೆ. ಹಿಂದೂ ಧರ್ಮ ಉಳಿಸುವುದು ನಮ್ಮೆಲ್ಲರ ಕರ್ತವ್ಯ. ಮಾಜಿ ಶಾಸಕ ಪ್ರಕಾಶ ಖಂಡ್ರೆ, ಪಕ್ಷದ ಪ್ರಮುಖರಾದ ಗುರುನಾಥ ಜಾಂತಿಕರ್, ಬಿಜೆಪಿ ಜಿಲ್ಲಾ ಪ್ರಧಾನ ಕಾರ್ಯದರ್ಶಿಗಳಾದ ಕಿರಣ್ ಪಾಟೀಲ್, ಪೀರಪ್ಪ ಔದೆಪ್ಪನವರ್, ಶ್ರೀನಿವಾಸ ಚೌಧರಿ, ಗುರುನಾಥ ರಾಜಗೀರಾ ಹಾಗೂ ಇತರರು ಪತ್ರಿಕಾಗೋಷ್ಠಿಯಲ್ಲಿದ್ದರು. [768, 602, 942, 840]
reg-dot [148, 2354, 165, 2370]
contact-email[interactable]: contact@sanjevani.com [1312, 105, 1490, 123]
pitru-col-3: ಮಾಡಿದ ಕರ್ಮಗಳನ್ನು ಉದ್ದೇಶಿಸಿ ಪಿತೃ ಪಕ್ಷ ಎಲ್ಲ ಹಿರಿಯರ ಸ್ಮರಣೆ ಮಾಡುವ ಕಾರ್ಯ. ಮುಂದಿನ ಪೀಳಿಗೆಗೆ ಈ ಸಂಸ್ಕೃತಿ ಮುಂದುವರಿಸಬೇಕು ಎಂದು ಮಾರ್ಗದರ್ಶನ ನೀಡಿದರು. ಮಹಾಲಯ ಪಕ್ಷದ ಅಂಗವಾಗಿ ಶ್ರಾದ್ಧ, ಪಿಂಡಪ್ರದಾನ ಮಾಡುವುದು ಶ್ರೇಷ್ಠ ಕರ್ಮ. ಶ್ರೀ ಮಹಾವೀರ ಸಮಿತಿ ವತಿಯಿಂದ ಕಾರ್ಯಕ್ರಮ ನೆರವೇರಿಸಲಾಯಿತು. [400, 2018, 569, 2174]
ad-contact: | ಜಾಹೀರಾತಿಗಾಗಿ ಸಂಪರ್ಕಿಸಿ - 94498 71843 [1243, 85, 1490, 102]
mahalaya-banner: CHIGURU DESTITUTE & ORPHAN AGE HOME [1157, 816, 1490, 855]
mahalaya-col-1: ಕಲಬುರಗಿ:ಸೆ.22:ಮಹಾನಂದ ಕ್ಷಾನ ಸಮಾವೇಶ ಚಿಗುರು ನಿರ್ಗತಿಕ ಮತ್ತು ಅನಾಥ ಮಕ್ಕಳ ನಿಲಯದಲ್ಲಿ ಕಲಬುರಗಿಯ 'ಬಸವೇಶ್ವರ ಸಮಾಜ ಸೇವಾ ಬಳಗ' ದ ವತಿಯಿಂದ ಭಾನುವಾರ ಸಂಜೆ 'ಮಹಾಲಯ ಅಮವಾಸ್ಯೆ' ಯ ಕಾರ್ಯಕ್ರಮದ ಪ್ರಯುಕ್ತ ಅನಾಥ ಮಕ್ಕಳು ತಮ್ಮ ಪಾಲಕರ ಮಣ್ಣಿನ ಮೂರ್ತಿಯನ್ನು ರಚಿಸಿ, ಪೂಜಿಸಿ ಸ್ಮರಿಸಿದ ಅಪರೂಪದ ಘಟನೆ ಜರುಗಿತು. ಸಮಾಜ ಸೇವಕ ಸಂತೋಷ ಎಚ್.ಬಿ.ಪಾಟೀಲ ಮಾತನಾಡಿ, [964, 1102, 1133, 1299]
pitru-col-5: ವಿಠ್ಠಲ್ ಜಾಲಿಹಾಳ, ವಿಶ್ವನಾಥ ಮೊಕಾಶಿ, ವಿನೋದ ಜೋಶಿ, ಡಾ. ಸುದೀಂದ್ರ ಕುಲಕರ್ಣಿ, ನಿತಿನ್ ಜೋಶಿ, ವಿನೋದ ನವಲೆ, ಆರ್.ಕೆ. ಕುಲಕರ್ಣಿ, ಜಯತೀರ್ಥ ಜೋಶಿ, ಸಮೀರ ಕುಲಕರ್ಣಿ, ಲಕ್ಷ್ಮೀಕಾಂತರಾವ ಕುಲಕರ್ಣಿ, ಶ್ರೀಕಾಂತ ದೇಶಪಾಂಡೆ, ಪ್ರಹ್ಲಾದ ಕುಲಕರ್ಣಿ, ವಿಜಯ ಕುಲಕರ್ಣಿ, ಭಾರತಿ ಕುಲಕರ್ಣಿ, ಲಲಿತಾ ಕುಲಕರ್ಣಿ, ಕೃಷ್ಣ ಮಮಲೇಕರ, ಸೇರಿದಂತೆ ಹಲವರು ಭಾಗವಹಿಸಿದ್ದರು. [756, 2018, 945, 2174]
pitru-col-1: ಕಲಬುರಗಿ: ಸೆ.22:ಪಿತೃಗಳ ತ್ಯಾಗವನ್ನು ಸ್ಮರಿಸುವ ಈ ಕರ್ಮವು ಅತ್ಯಂತ ಮಹತ್ವದ್ದು. ಹಿರಿಯರ ಆಶೀರ್ವಾದ ನಮ್ಮ ವಂಶದ ಉಜ್ವಲ ಭವಿಷ್ಯಕ್ಕೆ ದಾರಿಯಾಗುತ್ತದೆ. ತಂದೆ ತಾಯಿಯರನ್ನು ಹಿರಿಯರನ್ನು ಸ್ಮರಿಸುವ ಪಿಂಡ ಪ್ರದಾನವು ಪಂಚಭೂತದಲ್ಲಿ ತಾಯಿಯಾಗಿ ಸ್ಮರಿಸುವುದರಿಂದ ಸಂಪತ್ತು ಮತ್ತು ಐಶ್ವರ್ಯ ವೃದ್ಧಿಗೆ ಕಾರಣವಾಗುತ್ತದೆ ಎಂದು ವಿದ್ವಾಂಸರಾದ ಪಂಡಿತ್ ಶ್ರೀ [44, 2018, 213, 2194]
dharma-col-1: ಬೀದರ್:ಸೆ.22: ಧರ್ಮದ ಕಾಲಂನಲ್ಲಿ ಕಡ್ಡಾಯವಾಗಿ ಹಿಂದೂ ಎಂದು, ಜಾತಿ ಹಾಗೂ ಉಪ ಜಾತಿ ಕಾಲಮ್ನಲ್ಲಿ ವೀರಶೈವ ಲಿಂಗಾಯತ ಅಥವಾ ಜನ್ಮದಲ್ಲಿ ಬರುವ ಜಾತಿ ಬರೆಸಬೇಕೆಂದು ಭಾರತೀಯ ಜನತಾ ಪಕ್ಷದ ಜಿಲ್ಲಾಧ್ಯಕ್ಷ ಸೋಮನಾಥ ಪಾಟೀಲ್ ಕರೆ ನೀಡಿದರು. ನಗರದ ಜಿಲ್ಲಾ ಪತ್ರಿಕಾ ಭವನದಲ್ಲಿ ಭಾನುವಾರ ಸಾಯಂಕಾಲ ಪತ್ರಿಕಾಗೋಷ್ಠಿ ಉದ್ದೇಶಿಸಿ ಮಾತನಾಡಿ, ಸಾಮಾಜಿಕ ಹಾಗೂ ಶೈಕ್ಷಣಿಕ ಸಮೀಕ್ಷೆ ಹೆಸರಿನಲ್ಲಿ ಹಿಂದೂ ಧರ್ಮವನ್ನು ಒಡೆಯುವ ಹುನ್ನಾರ ನಡೆಯುತ್ತಿದೆ. 48 ಜಾತಿಗಳಲ್ಲಿ ಕ್ರೈಸ್ತ ಎಂದು ನಮೂದಿಸುವ ಮೂಲಕ ಗೊಂದಲ ಸೃಷ್ಟಿಸಲಾಗಿದೆ. ಉದಾಹರಣೆಗೆ ಲಿಂಗಾಯತ ಕ್ರಿಶ್ಚನ್, ಮರಾಠಾ ಕ್ರಿಶ್ಚನ್, ಲಂಬಾಣಿ ಕ್ರಿಶ್ಚಿಯನ್ ಇತ್ಯಾದಿ ಎಂದು ನಮೂದಿಸಿ ಸಂವಿಧಾನ ತಿರುಚುವ ಕೆಲಸ ಮಾಡುತ್ತಿದ್ದಾರೆ. ಪ್ರಧಾನಿ ನರೇಂದ್ರ ಮೋದಿಯವರ 75ನೇ ಹುಟ್ಟುಹಬ್ಬದ ನಿಮಿತ್ತ ಈ ತಿಂಗಳ 17 ರಿಂದ ಅಕ್ಟೋಬರ್ 2 ರ ವರೆಗೆ ಗಾಂಧಿ ಜಯಂತಿ ವರೆಗೆ ಸೇವಾ ಪಾಕ್ಷಿಕ ಎಂದು ಪಾಕ್ಷಿಕ ಕಾರ್ಯಕ್ರಮ ಆಚರಿಸಲಿದೆ. ಈ ಸಂದರ್ಭದಲ್ಲಿ ನಮ್ಮ ಬಿಜೆಪಿ ಕಾರ್ಯಕರ್ತರಿಂದ 75 ಯೂನಿಟ್ ರಕ್ತದಾನ ಸಂಗ್ರಹಣೆ, ಸ್ವಚ್ಛತಾ ಕಾರ್ಯಕ್ರಮ, ಸಸಿ [44, 602, 219, 1064]
